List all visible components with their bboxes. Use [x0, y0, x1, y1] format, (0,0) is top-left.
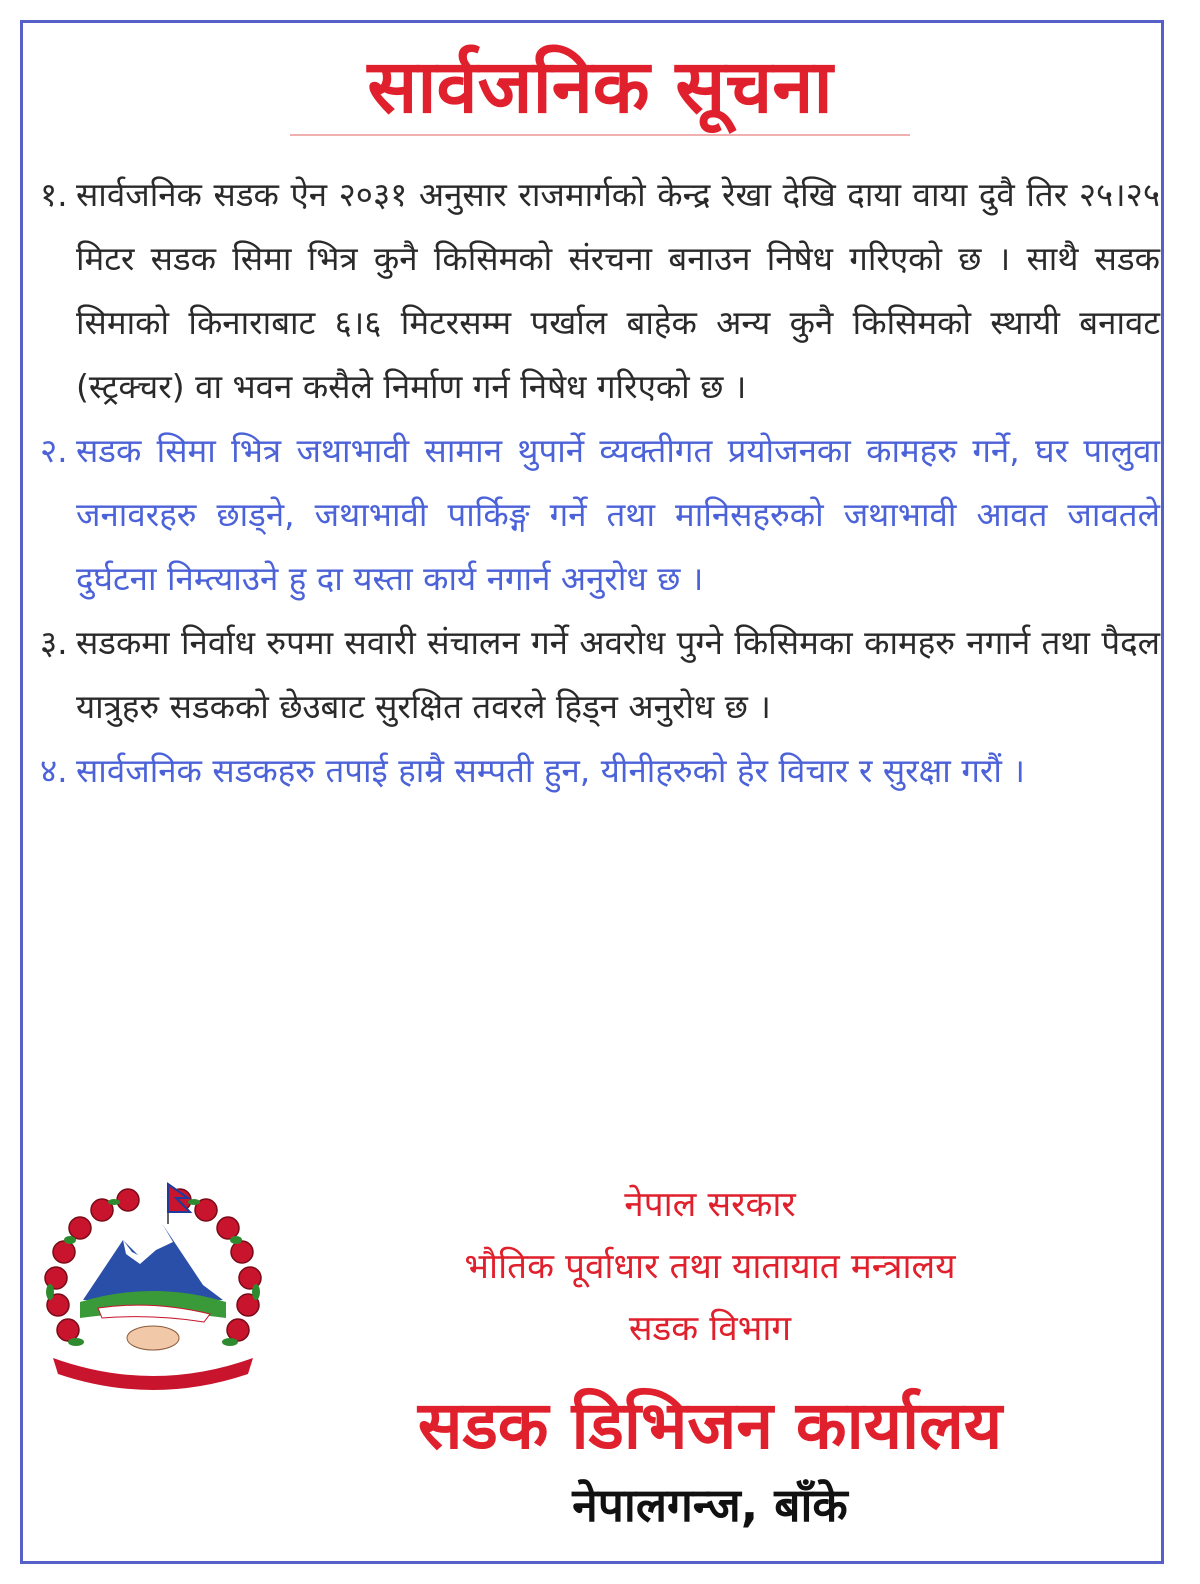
- nepal-emblem-icon: [28, 1180, 278, 1395]
- department-name: सडक विभाग: [628, 1309, 792, 1349]
- office-location: नेपालगन्ज, बाँके: [572, 1478, 848, 1532]
- notice-text: सडकमा निर्वाध रुपमा सवारी संचालन गर्ने अवरोध पुग्ने किसिमका कामहरु नगार्न तथा पैदल यात्रुहरु सडकको छेउबाट सुरक्षित तवरले हिड्न अनुरोध छ ।: [76, 623, 1160, 726]
- notice-text: सार्वजनिक सडकहरु तपाई हाम्रै सम्पती हुन, यीनीहरुको हेर विचार र सुरक्षा गरौं ।: [76, 751, 1025, 790]
- ministry-name: भौतिक पूर्वाधार तथा यातायात मन्त्रालय: [464, 1247, 956, 1287]
- notice-item-2: [40, 419, 1160, 611]
- notice-item-4: [40, 739, 1160, 803]
- notice-number: ३.: [40, 623, 68, 662]
- notice-item-3: [40, 611, 1160, 739]
- notice-list: [40, 163, 1160, 803]
- notice-text: सडक सिमा भित्र जथाभावी सामान थुपार्ने व्यक्तीगत प्रयोजनका कामहरु गर्ने, घर पालुवा जनावरहरु छाड्ने, जथाभावी पार्किङ्ग गर्ने तथा मानिसहरुको जथाभावी आवत जावतले दुर्घटना निम्त्याउने हु दा यस्ता कार्य नगार्न अनुरोध छ ।: [76, 431, 1160, 598]
- notice-item-1: [40, 163, 1160, 419]
- page-title: सार्वजनिक सूचना: [367, 44, 833, 130]
- notice-number: १.: [40, 175, 68, 214]
- notice-text: सार्वजनिक सडक ऐन २०३१ अनुसार राजमार्गको केन्द्र रेखा देखि दाया वाया दुवै तिर २५।२५ मिटर सडक सिमा भित्र कुनै किसिमको संरचना बनाउन निषेध गरिएको छ । साथै सडक सिमाको किनाराबाट ६।६ मिटरसम्म पर्खाल बाहेक अन्य कुनै किसिमको स्थायी बनावट (स्ट्रक्चर) वा भवन कसैले निर्माण गर्न निषेध गरिएको छ ।: [76, 175, 1160, 406]
- government-name: नेपाल सरकार: [624, 1185, 796, 1225]
- notice-number: २.: [40, 431, 68, 470]
- notice-number: ४.: [40, 751, 68, 790]
- title-underline: [290, 134, 910, 136]
- office-name: सडक डिभिजन कार्यालय: [417, 1387, 1003, 1464]
